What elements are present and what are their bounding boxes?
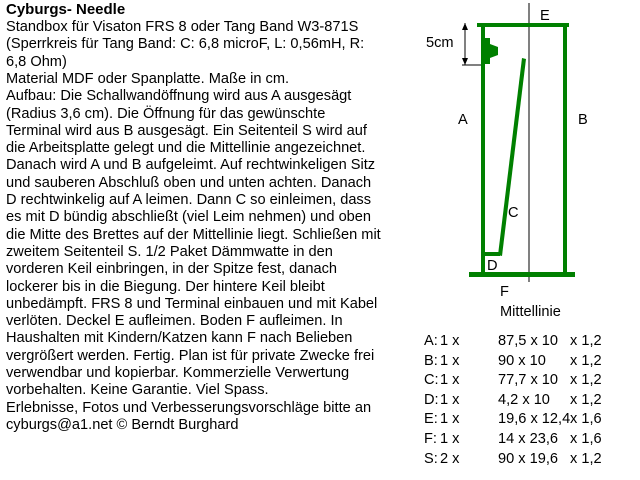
parts-row — [424, 390, 634, 410]
label-5cm: 5cm — [426, 35, 454, 51]
part-a-front-wall — [481, 27, 485, 272]
part-dimensions: 14 x 23,6 — [498, 431, 559, 447]
part-dimensions: 87,5 x 10 — [498, 333, 559, 349]
text-line: es mit D bündig abschließt (viel Leim nehmen) und oben — [6, 209, 372, 226]
part-label: D: — [424, 391, 439, 408]
part-quantity: 1 x — [440, 352, 460, 369]
part-thickness: x 1,6 — [570, 431, 602, 447]
text-line: Danach wird A und B aufgeleimt. Auf rechtwinkeligen Sitz — [6, 157, 376, 174]
text-line: vorbehalten. Keine Garantie. Viel Spass. — [6, 382, 269, 399]
part-label: E: — [424, 411, 438, 428]
text-line: und sauberen Abschluß oben und unten achten. Danach — [6, 174, 372, 191]
part-label: F: — [424, 431, 437, 447]
speaker-cross-section-drawing — [418, 0, 640, 330]
document-title: Cyburgs- Needle — [6, 1, 126, 18]
text-line: (Radius 3,6 cm). Die Öffnung für das gewünschte — [6, 105, 326, 122]
part-thickness: x 1,2 — [570, 391, 602, 408]
part-c-diagonal — [498, 58, 526, 256]
speaker-driver — [485, 38, 498, 64]
text-line: die Arbeitsplatte gelegt und die Mittellinie angezeichnet. — [6, 140, 366, 157]
text-line: die Mitte des Brettes auf der Mittellinie liegt. Schließen mit — [6, 226, 381, 243]
text-line: vergrößert werden. Fertig. Plan ist für private Zwecke frei — [6, 347, 375, 364]
text-line: unbedämpft. FRS 8 und Terminal einbauen und mit Kabel — [6, 295, 378, 312]
text-line: verwendbar und kopierbar. Kommerzielle Verwertung — [6, 365, 350, 381]
part-quantity: 1 x — [440, 333, 460, 349]
label-c: C — [508, 205, 519, 221]
text-line: Aufbau: Die Schallwandöffnung wird aus A ausgesägt — [6, 88, 352, 105]
part-thickness: x 1,2 — [570, 450, 602, 467]
text-line: Haushalten mit Kindern/Katzen kann F nach Belieben — [6, 330, 353, 347]
part-dimensions: 90 x 19,6 — [498, 450, 559, 467]
part-quantity: 1 x — [440, 431, 460, 447]
part-f-base — [469, 272, 575, 277]
parts-row — [424, 370, 634, 390]
part-thickness: x 1,2 — [570, 372, 602, 389]
part-label: C: — [424, 372, 439, 389]
part-d-small-board — [485, 252, 500, 256]
text-line: D rechtwinkelig auf A leimen. Dann C so einleimen, dass — [6, 192, 372, 208]
text-line: cyburgs@a1.net © Berndt Burghard — [6, 416, 239, 433]
part-quantity: 2 x — [440, 450, 460, 467]
parts-row — [424, 409, 634, 429]
part-label: S: — [424, 450, 438, 467]
part-thickness: x 1,6 — [570, 411, 602, 428]
text-line: 6,8 Ohm) — [6, 53, 67, 70]
part-dimensions: 19,6 x 12,4 — [498, 411, 571, 428]
dimension-arrow-top — [462, 23, 468, 30]
part-quantity: 1 x — [440, 411, 460, 428]
label-e: E — [540, 8, 550, 24]
part-quantity: 1 x — [440, 391, 460, 408]
part-b-back-wall — [563, 27, 567, 272]
label-b: B — [578, 112, 588, 128]
part-dimensions: 4,2 x 10 — [498, 391, 550, 408]
part-label: B: — [424, 352, 438, 369]
parts-row — [424, 351, 634, 371]
part-dimensions: 90 x 10 — [498, 352, 546, 369]
text-line: Standbox für Visaton FRS 8 oder Tang Band W3-871S — [6, 19, 359, 35]
parts-row — [424, 449, 634, 469]
part-e-lid — [477, 23, 569, 27]
text-line: Terminal wird aus B ausgesägt. Ein Seitenteil S wird auf — [6, 122, 367, 139]
dimension-arrow-bottom — [462, 58, 468, 65]
part-thickness: x 1,2 — [570, 352, 602, 369]
label-f: F — [500, 284, 509, 300]
text-line: lockerer bis in die Biegung. Der hintere Keil bleibt — [6, 278, 325, 295]
parts-row — [424, 331, 634, 351]
text-line: zweitem Seitenteil S. 1/2 Paket Dämmwatte in den — [6, 243, 333, 260]
text-line: (Sperrkreis für Tang Band: C: 6,8 microF, L: 0,56mH, R: — [6, 36, 365, 53]
part-thickness: x 1,2 — [570, 333, 602, 349]
text-line: vorderen Keil einbringen, in der Spitze fest, danach — [6, 261, 337, 278]
text-line: Material MDF oder Spanplatte. Maße in cm. — [6, 70, 290, 87]
label-d: D — [487, 258, 498, 274]
label-mittellinie: Mittellinie — [500, 304, 561, 320]
part-label: A: — [424, 333, 438, 349]
part-dimensions: 77,7 x 10 — [498, 372, 559, 389]
text-line: verlöten. Deckel E aufleimen. Boden F aufleimen. In — [6, 313, 343, 330]
part-quantity: 1 x — [440, 372, 460, 389]
parts-row — [424, 429, 634, 449]
text-line: Erlebnisse, Fotos und Verbesserungsvorschläge bitte an — [6, 399, 372, 416]
label-a: A — [458, 112, 468, 128]
